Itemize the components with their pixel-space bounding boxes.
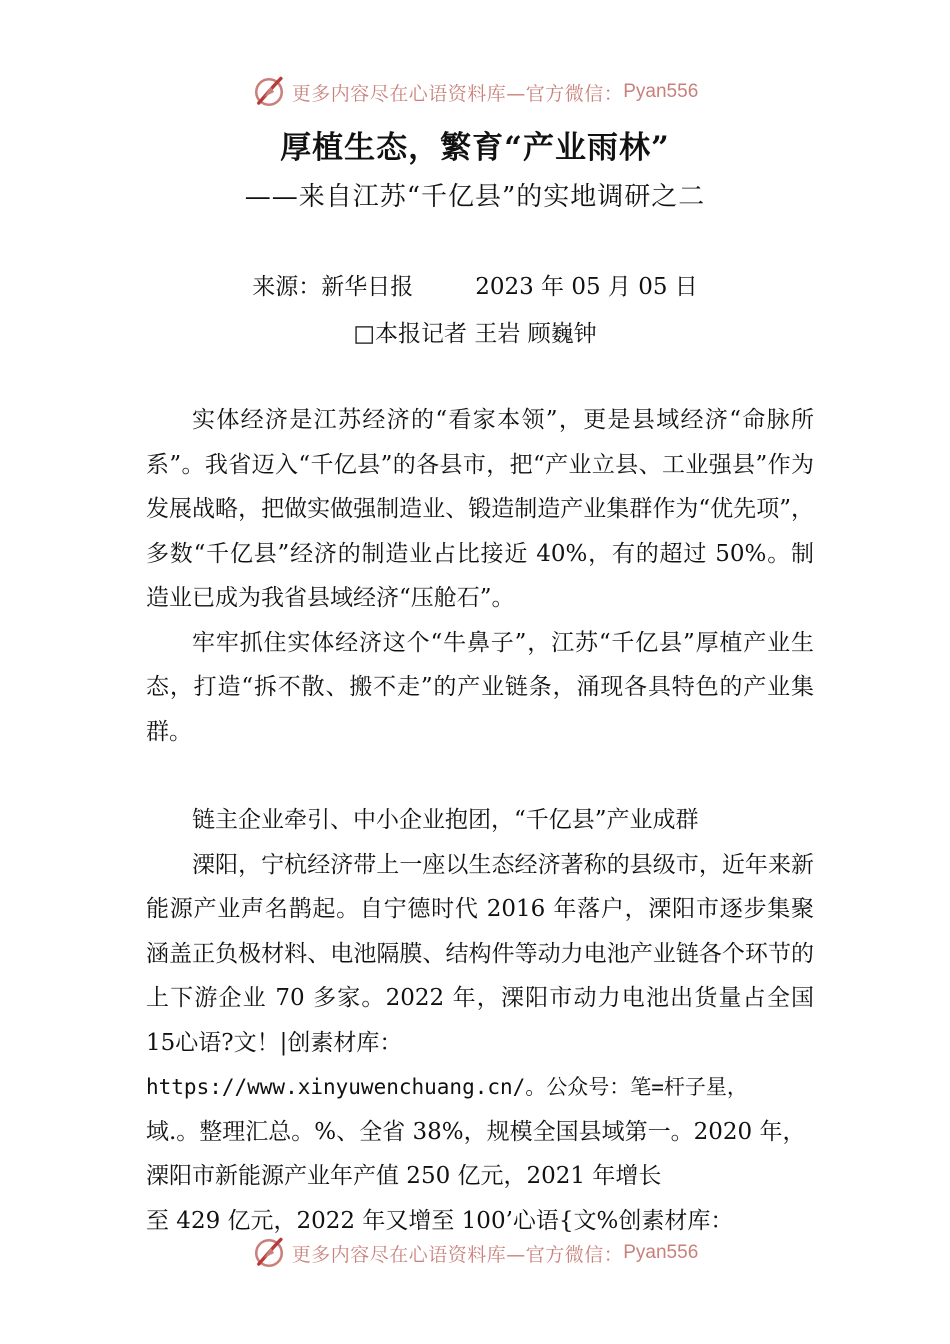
paragraph-3-part-a: 溧阳，宁杭经济带上一座以生态经济著称的县级市，近年来新能源产业声名鹊起。自宁德时代 2016 年落户，溧阳市逐步集聚涵盖正负极材料、电池隔膜、结构件等动力电池产业链各个环节的上下游企业 70 多家。2022 年，溧阳市动力电池出货量占全国 15心语?文！|创素材库： [146,851,814,1056]
feather-seal-icon [252,75,286,109]
watermark-brand: Pyan556 [623,81,699,102]
watermark-header [0,72,950,112]
paragraph-3-url: https://www.xinyuwenchuang.cn/。公众号：笔=杆子星， [146,1075,748,1099]
section-heading: 链主企业牵引、中小企业抱团，“千亿县”产业成群 [192,807,699,833]
feather-seal-icon [252,1236,286,1270]
byline: □本报记者 王岩 顾巍钟 [353,321,597,347]
source-line [0,268,950,301]
watermark-text: 更多内容尽在心语资料库—官方微信： [291,82,624,105]
publish-date: 2023 年 05 月 05 日 [475,274,698,300]
paragraph-2: 牢牢抓住实体经济这个“牛鼻子”，江苏“千亿县”厚植产业生态，打造“拆不散、搬不走”的产业链条，涌现各具特色的产业集群。 [146,629,814,745]
paragraph-3-part-c: 至 429 亿元，2022 年又增至 100’心语{文%创素材库： [146,1207,734,1234]
paragraph-3-part-b: 域.。整理汇总。%、全省 38%，规模全国县域第一。2020 年，溧阳市新能源产业年产值 250 亿元，2021 年增长 [146,1118,806,1189]
watermark-text: 更多内容尽在心语资料库—官方微信： [291,1243,624,1266]
paragraph-3 [146,843,814,1066]
watermark-footer [0,1233,950,1273]
article-title: 厚植生态，繁育“产业雨林” [280,130,670,166]
source-label: 来源：新华日报 [252,274,414,300]
article-body [146,398,814,1243]
watermark-brand: Pyan556 [623,1242,699,1263]
article-subtitle: ——来自江苏“千亿县”的实地调研之二 [244,182,706,212]
paragraph-1: 实体经济是江苏经济的“看家本领”，更是县域经济“命脉所系”。我省迈入“千亿县”的各县市，把“产业立县、工业强县”作为发展战略，把做实做强制造业、锻造制造产业集群作为“优先项”，多数“千亿县”经济的制造业占比接近 40%，有的超过 50%。制造业已成为我省县域经济“压舱石”。 [146,407,814,611]
